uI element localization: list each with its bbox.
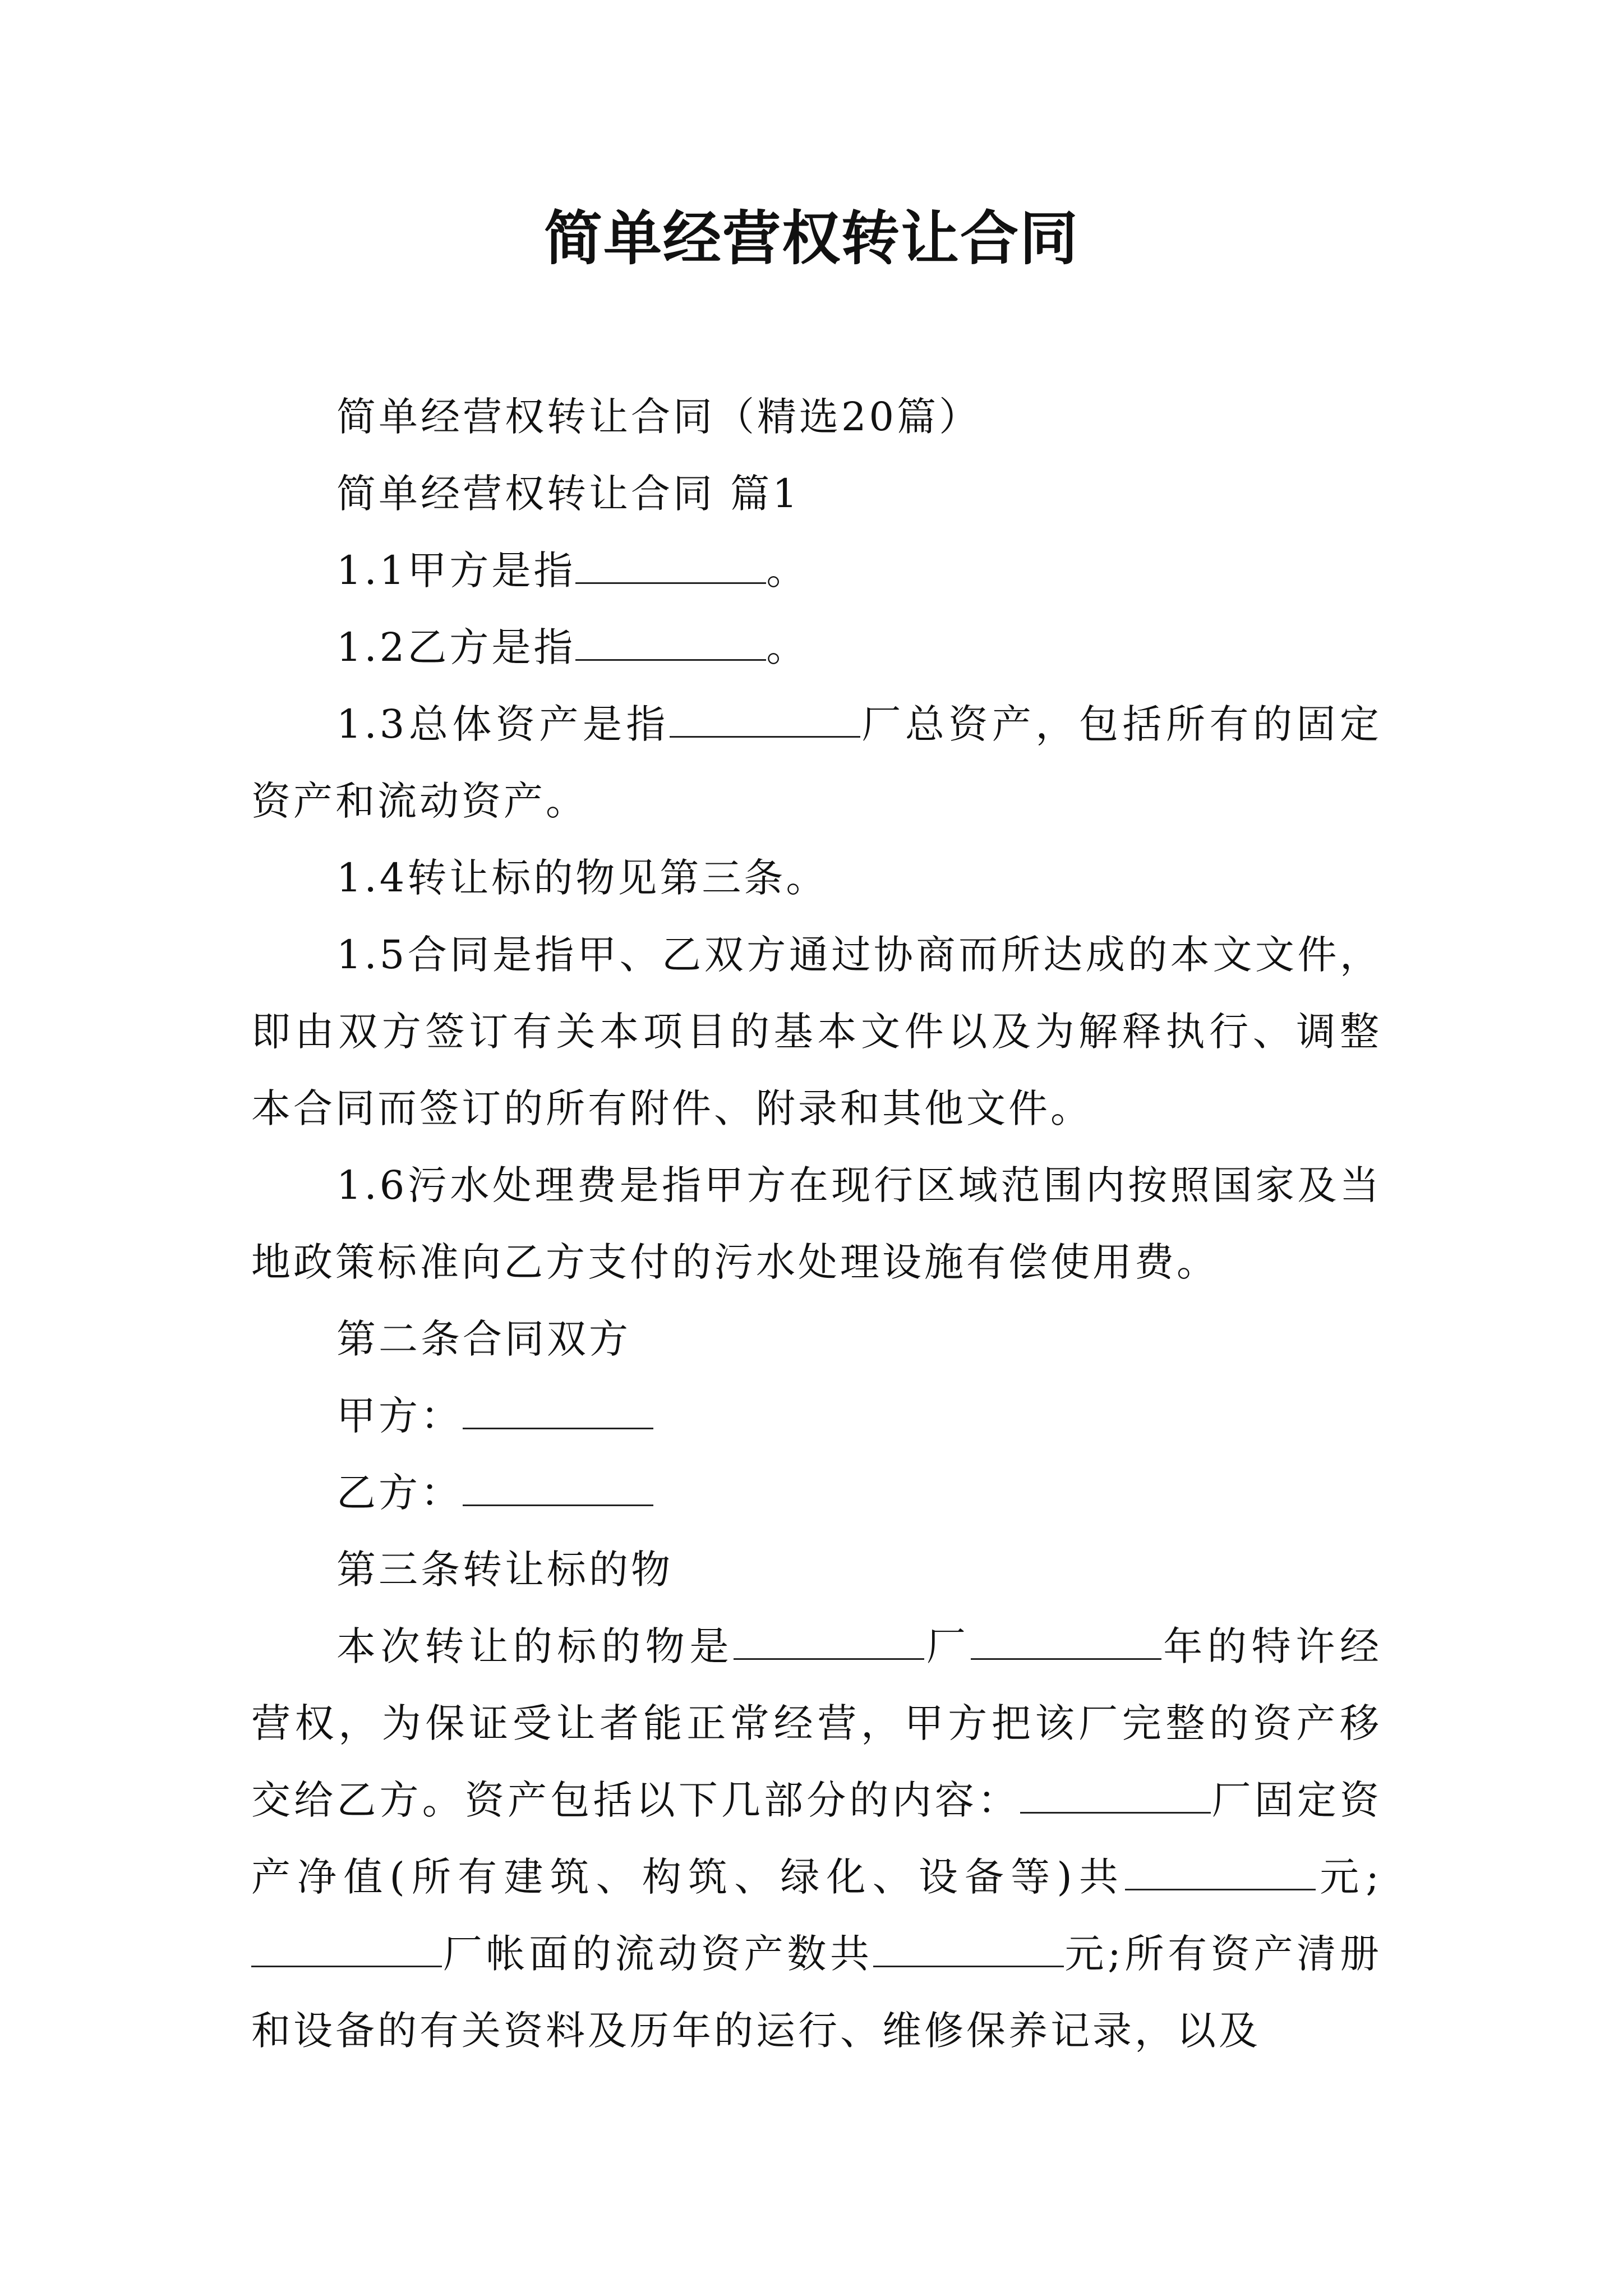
text-segment: 1.5合同是指甲、乙双方通过协商而所达成的本文文件，即由双方签订有关本项目的基本文件以及为解释执行、调整本合同而签订的所有附件、附录和其他文件。 (251, 932, 1382, 1131)
text-segment: 厂总资产，包括所有的固定资产和流动资产。 (251, 701, 1382, 824)
paragraph-clause-1-5 (251, 917, 1382, 1147)
text-segment: 本次转让的标的物是 (336, 1623, 734, 1669)
text-segment: 简单经营权转让合同（精选20篇） (336, 394, 981, 440)
text-segment: 1.2乙方是指 (336, 624, 576, 670)
text-segment: 乙方： (336, 1470, 463, 1516)
text-segment: 厂 (924, 1623, 971, 1669)
text-segment: 甲方： (336, 1393, 463, 1439)
text-segment: 厂固定资产净值(所有建筑、构筑、绿化、设备等)共 (251, 1777, 1382, 1900)
fill-in-blank (670, 702, 860, 738)
fill-in-blank (873, 1932, 1064, 1967)
text-segment: 1.6污水处理费是指甲方在现行区域范围内按照国家及当地政策标准向乙方支付的污水处理设施有偿使用费。 (251, 1162, 1382, 1285)
text-segment: 第三条转让标的物 (336, 1547, 673, 1593)
fill-in-blank (463, 1394, 653, 1429)
paragraph-section-heading (251, 455, 1382, 532)
paragraph-clause-1-2 (251, 609, 1382, 686)
paragraph-article-2-heading (251, 1301, 1382, 1378)
paragraph-clause-1-6 (251, 1147, 1382, 1301)
paragraph-party-b (251, 1455, 1382, 1531)
text-segment: 元; (1316, 1854, 1382, 1900)
paragraph-subtitle (251, 379, 1382, 455)
paragraph-clause-1-1 (251, 532, 1382, 609)
text-segment: 1.1甲方是指 (336, 547, 576, 593)
fill-in-blank (1125, 1855, 1316, 1890)
text-segment: 第二条合同双方 (336, 1316, 631, 1362)
fill-in-blank (463, 1471, 653, 1506)
text-segment: 。 (766, 547, 809, 593)
text-segment: 厂帐面的流动资产数共 (442, 1931, 873, 1977)
document-title: 简单经营权转让合同 (543, 204, 1079, 273)
fill-in-blank (575, 625, 766, 661)
paragraph-clause-1-4 (251, 840, 1382, 917)
fill-in-blank (1020, 1778, 1211, 1814)
paragraph-clause-1-3 (251, 686, 1382, 840)
paragraph-article-3-heading (251, 1531, 1382, 1608)
text-segment: 1.4转让标的物见第三条。 (336, 855, 828, 901)
text-segment: 年的特许经营权，为保证受让者能正常经营，甲方把该厂完整的资产移交给乙方。资产包括以下几部分的内容： (251, 1623, 1382, 1823)
text-segment: 1.3总体资产是指 (336, 701, 670, 747)
text-segment: 简单经营权转让合同 篇1 (336, 471, 800, 517)
fill-in-blank (575, 549, 766, 584)
paragraph-article-3-body (251, 1608, 1382, 2069)
paragraph-party-a (251, 1378, 1382, 1455)
fill-in-blank (971, 1625, 1161, 1660)
document-body (251, 379, 1382, 2069)
text-segment: 元;所有资产清册和设备的有关资料及历年的运行、维修保养记录，以及 (251, 1931, 1382, 2054)
text-segment: 。 (766, 624, 809, 670)
fill-in-blank (734, 1625, 924, 1660)
fill-in-blank (251, 1932, 442, 1967)
